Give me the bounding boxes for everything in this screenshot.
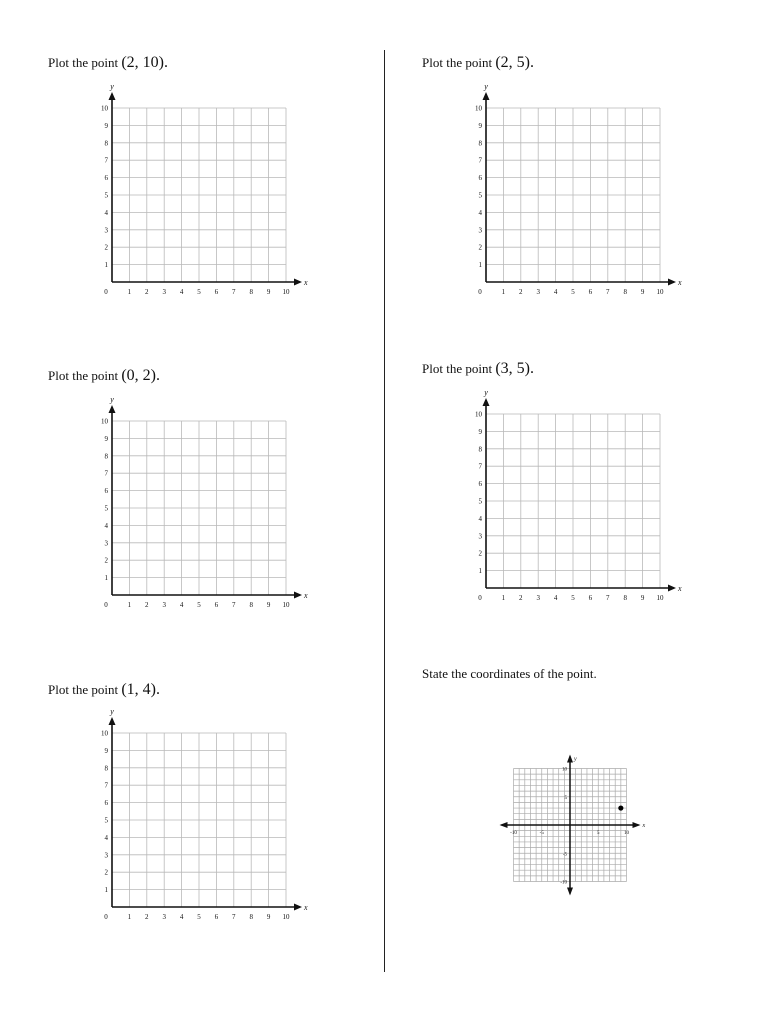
origin-label: 0 (104, 601, 108, 609)
y-tick-label: 6 (478, 174, 482, 183)
origin-label: 0 (104, 288, 108, 296)
x-tick-label: 6 (588, 594, 593, 602)
y-tick-label: 5 (478, 191, 482, 200)
x-tick-label: 8 (623, 288, 627, 296)
x-tick-label: 9 (266, 913, 271, 921)
x-tick-label: 6 (214, 601, 219, 609)
x-tick-label: 2 (145, 913, 149, 921)
y-tick-label: 3 (104, 539, 108, 548)
prompt-period: . (155, 367, 160, 384)
x-axis-label: x (678, 278, 682, 287)
y-tick-label: 10 (101, 104, 108, 113)
x-tick-label: 10 (282, 288, 290, 296)
y-axis-arrow-icon (109, 717, 116, 725)
x-tick-label: 1 (501, 594, 506, 602)
x-tick-label: 4 (179, 288, 184, 296)
y-axis-arrow-icon (483, 398, 490, 406)
x-axis-label: x (304, 903, 308, 912)
problem-5-prompt (48, 681, 160, 699)
x-tick-label: 10 (282, 601, 290, 609)
x-axis-label: x (304, 591, 308, 600)
y-axis-label: y (574, 756, 577, 763)
x-tick-label: 3 (162, 913, 166, 921)
prompt-coordinate: (1, 4) (121, 681, 156, 698)
x-tick-label: 8 (249, 288, 253, 296)
x-tick-label: 3 (162, 288, 166, 296)
x-tick-label: -10 (510, 831, 517, 836)
problem-3 (48, 367, 338, 627)
y-axis-label: y (484, 388, 488, 397)
y-axis-arrow-icon (483, 92, 490, 100)
prompt-text: Plot the point (48, 368, 122, 383)
x-tick-label: 7 (606, 288, 610, 296)
column-divider (384, 50, 385, 972)
x-tick-label: 10 (656, 288, 664, 296)
y-tick-label: 3 (104, 851, 108, 860)
x-axis-label: x (642, 823, 646, 829)
first-quadrant-grid[interactable] (48, 82, 308, 302)
x-tick-label: 5 (597, 831, 600, 836)
x-tick-label: 5 (571, 594, 575, 602)
y-tick-label: 8 (104, 452, 108, 461)
prompt-coordinate: (0, 2) (121, 367, 156, 384)
x-tick-label: 4 (553, 288, 558, 296)
prompt-text: Plot the point (48, 682, 122, 697)
y-tick-label: -10 (560, 880, 567, 886)
y-tick-label: 3 (104, 226, 108, 235)
y-tick-label: 5 (104, 504, 108, 513)
prompt-text: Plot the point (48, 55, 122, 70)
origin-label: 0 (478, 594, 482, 602)
y-axis-label: y (484, 82, 488, 91)
x-tick-label: -5 (539, 831, 544, 836)
x-tick-label: 9 (266, 288, 271, 296)
y-tick-label: 5 (478, 497, 482, 506)
y-tick-label: 9 (478, 121, 482, 130)
x-axis-arrow-icon (668, 585, 676, 592)
x-axis-arrow-right-icon (633, 822, 641, 828)
x-axis-label: x (678, 584, 682, 593)
y-tick-label: 9 (104, 746, 108, 755)
problem-2-prompt (422, 54, 534, 72)
first-quadrant-grid[interactable] (422, 82, 682, 302)
x-tick-label: 4 (553, 594, 558, 602)
x-tick-label: 1 (127, 601, 132, 609)
x-tick-label: 4 (179, 601, 184, 609)
origin-label: 0 (104, 913, 108, 921)
y-tick-label: 10 (101, 729, 108, 738)
problem-2 (422, 54, 712, 314)
x-tick-label: 8 (623, 594, 627, 602)
y-tick-label: 8 (104, 139, 108, 148)
x-axis-arrow-icon (668, 279, 676, 286)
problem-3-prompt (48, 367, 160, 385)
x-tick-label: 6 (214, 288, 219, 296)
y-tick-label: 4 (104, 833, 108, 842)
prompt-period: . (155, 681, 160, 698)
y-tick-label: 3 (478, 532, 482, 541)
origin-label: 0 (478, 288, 482, 296)
y-tick-label: 9 (104, 121, 108, 130)
y-tick-label: 10 (475, 104, 482, 113)
prompt-coordinate: (2, 5) (495, 54, 530, 71)
y-tick-label: 5 (104, 816, 108, 825)
four-quadrant-grid (422, 688, 712, 978)
y-tick-label: 1 (478, 261, 482, 270)
y-tick-label: 5 (104, 191, 108, 200)
x-tick-label: 8 (249, 601, 253, 609)
y-tick-label: 1 (104, 886, 108, 895)
prompt-period: . (163, 54, 168, 71)
y-tick-label: 4 (104, 521, 108, 530)
x-tick-label: 10 (656, 594, 664, 602)
x-tick-label: 6 (588, 288, 593, 296)
y-tick-label: 1 (104, 261, 108, 270)
x-tick-label: 9 (640, 288, 645, 296)
x-tick-label: 1 (501, 288, 506, 296)
prompt-text: Plot the point (422, 361, 496, 376)
x-tick-label: 8 (249, 913, 253, 921)
prompt-coordinate: (3, 5) (495, 360, 530, 377)
y-tick-label: 6 (478, 480, 482, 489)
y-axis-arrow-icon (109, 405, 116, 413)
x-axis-arrow-left-icon (500, 822, 508, 828)
prompt-period: . (529, 360, 534, 377)
problem-4-prompt (422, 360, 534, 378)
y-tick-label: 10 (562, 767, 567, 773)
x-tick-label: 2 (145, 288, 149, 296)
problem-6-prompt (422, 666, 597, 682)
y-tick-label: 2 (478, 243, 482, 252)
y-tick-label: 1 (478, 567, 482, 576)
x-tick-label: 7 (232, 913, 236, 921)
y-tick-label: 2 (104, 556, 108, 565)
problem-5 (48, 681, 338, 941)
x-tick-label: 2 (519, 594, 523, 602)
x-tick-label: 10 (624, 831, 629, 836)
x-axis-label: x (304, 278, 308, 287)
y-tick-label: 8 (104, 764, 108, 773)
y-tick-label: 10 (475, 410, 482, 419)
first-quadrant-grid[interactable] (48, 707, 308, 927)
x-tick-label: 3 (162, 601, 166, 609)
prompt-coordinate: (2, 10) (121, 54, 164, 71)
x-tick-label: 2 (145, 601, 149, 609)
x-tick-label: 1 (127, 913, 132, 921)
y-tick-label: 1 (104, 574, 108, 583)
y-axis-label: y (110, 82, 114, 91)
problem-6 (422, 666, 722, 966)
y-tick-label: 8 (478, 139, 482, 148)
y-tick-label: 9 (104, 434, 108, 443)
problem-4 (422, 360, 712, 620)
x-tick-label: 6 (214, 913, 219, 921)
y-tick-label: -5 (562, 852, 567, 858)
x-tick-label: 3 (536, 594, 540, 602)
prompt-text: Plot the point (422, 55, 496, 70)
y-tick-label: 7 (478, 462, 482, 471)
y-axis-label: y (110, 707, 114, 716)
x-tick-label: 3 (536, 288, 540, 296)
x-tick-label: 4 (179, 913, 184, 921)
x-axis-arrow-icon (294, 592, 302, 599)
y-tick-label: 7 (104, 469, 108, 478)
y-tick-label: 6 (104, 487, 108, 496)
y-tick-label: 6 (104, 799, 108, 808)
x-tick-label: 2 (519, 288, 523, 296)
x-tick-label: 5 (571, 288, 575, 296)
x-tick-label: 7 (606, 594, 610, 602)
y-tick-label: 3 (478, 226, 482, 235)
x-tick-label: 1 (127, 288, 132, 296)
y-tick-label: 9 (478, 427, 482, 436)
problem-1-prompt (48, 54, 168, 72)
first-quadrant-grid[interactable] (48, 395, 308, 615)
x-tick-label: 10 (282, 913, 290, 921)
y-tick-label: 4 (478, 514, 482, 523)
x-tick-label: 9 (640, 594, 645, 602)
x-tick-label: 5 (197, 913, 201, 921)
y-tick-label: 7 (478, 156, 482, 165)
y-tick-label: 8 (478, 445, 482, 454)
y-tick-label: 7 (104, 781, 108, 790)
first-quadrant-grid[interactable] (422, 388, 682, 608)
y-axis-label: y (110, 395, 114, 404)
problem-1 (48, 54, 338, 314)
prompt-period: . (529, 54, 534, 71)
x-tick-label: 7 (232, 601, 236, 609)
y-tick-label: 2 (104, 868, 108, 877)
y-axis-arrow-icon (109, 92, 116, 100)
y-tick-label: 6 (104, 174, 108, 183)
y-tick-label: 5 (564, 795, 567, 801)
x-axis-arrow-icon (294, 279, 302, 286)
prompt-text: State the coordinates of the point. (422, 666, 597, 681)
y-tick-label: 10 (101, 417, 108, 426)
y-tick-label: 7 (104, 156, 108, 165)
y-tick-label: 2 (104, 243, 108, 252)
y-tick-label: 2 (478, 549, 482, 558)
y-tick-label: 4 (104, 208, 108, 217)
x-tick-label: 7 (232, 288, 236, 296)
x-tick-label: 5 (197, 288, 201, 296)
x-tick-label: 5 (197, 601, 201, 609)
y-tick-label: 4 (478, 208, 482, 217)
y-axis-arrow-down-icon (567, 888, 573, 896)
x-tick-label: 9 (266, 601, 271, 609)
plotted-point (618, 805, 623, 810)
y-axis-arrow-up-icon (567, 755, 573, 763)
x-axis-arrow-icon (294, 904, 302, 911)
